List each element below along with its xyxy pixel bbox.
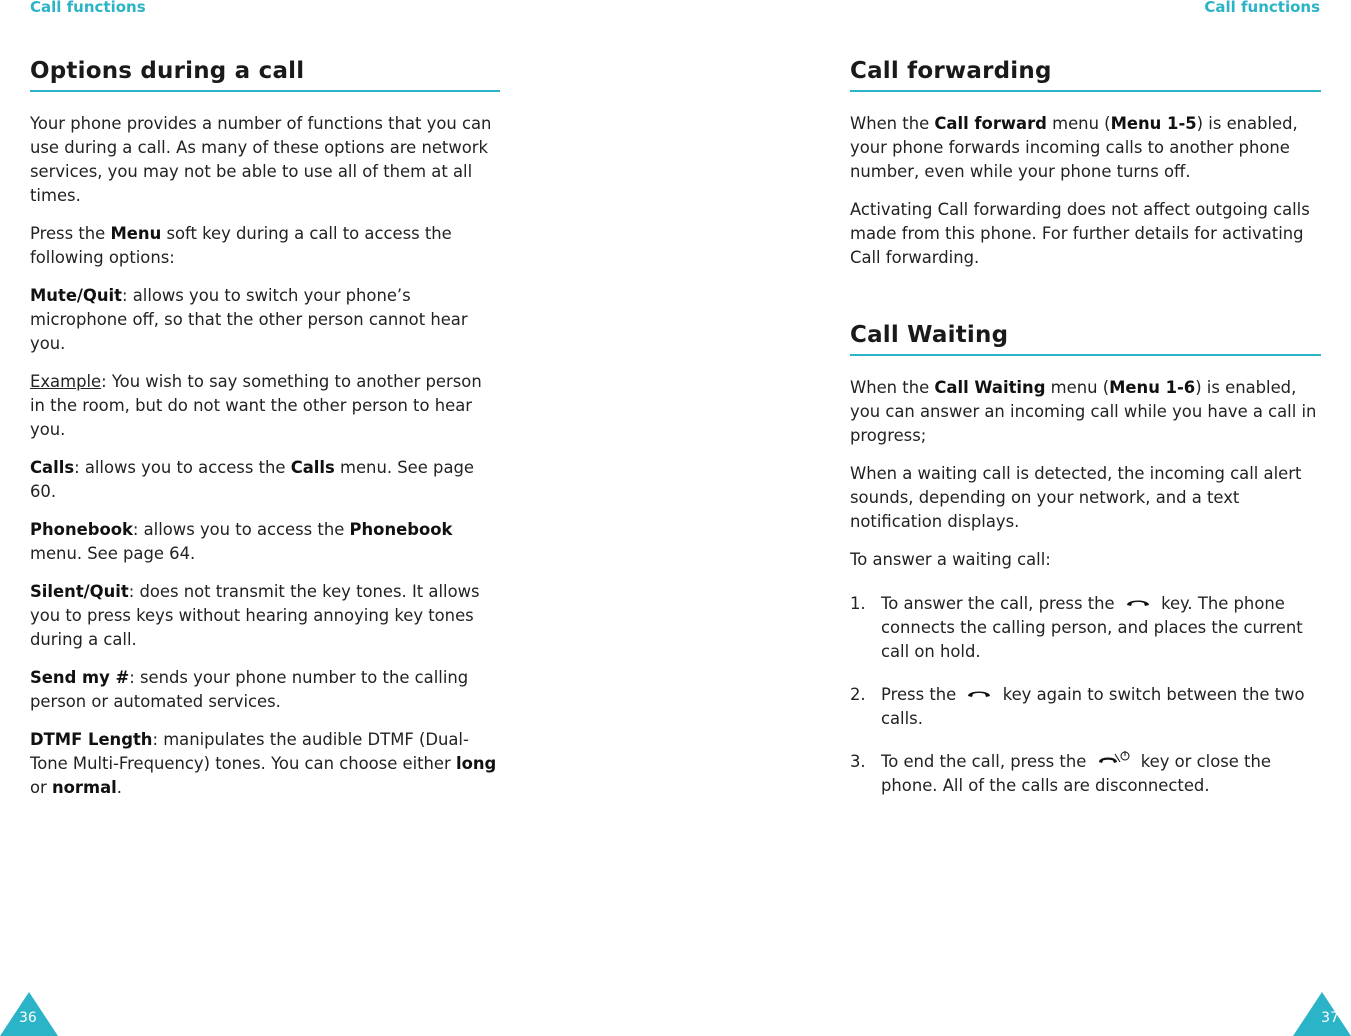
- menu-number: Menu 1-6: [1109, 378, 1196, 397]
- option-desc: menu. See page 60.: [30, 458, 474, 501]
- option-desc: : allows you to access the: [74, 458, 291, 477]
- text-span: When the: [850, 114, 935, 133]
- step-text: To answer the call, press the: [881, 594, 1115, 613]
- value-long: long: [455, 754, 497, 773]
- option-term: Send my #: [30, 668, 130, 687]
- example-text: : You wish to say something to another person in the room, but do not want the other person to hear you.: [30, 372, 482, 439]
- option-desc: : manipulates the audible DTMF (Dual-Tone Multi-Frequency) tones. You can choose either: [30, 730, 469, 773]
- list-item: [850, 750, 1321, 798]
- waiting-paragraph-3: To answer a waiting call:: [850, 550, 1051, 569]
- option-term: Mute/Quit: [30, 286, 122, 305]
- phone-send-icon: [966, 682, 992, 706]
- section-title-call-forwarding: Call forwarding: [850, 58, 1321, 92]
- right-page-content: [850, 58, 1321, 817]
- text-span: menu (: [1046, 114, 1111, 133]
- menu-number: Menu 1-5: [1110, 114, 1197, 133]
- option-mute-quit: [30, 284, 500, 356]
- running-head-left: Call functions: [30, 0, 146, 16]
- option-desc: : allows you to switch your phone’s microphone off, so that the other person cannot hear you.: [30, 286, 468, 353]
- text-span: When the: [850, 378, 935, 397]
- option-silent-quit: [30, 580, 500, 652]
- option-send-my-number: [30, 666, 500, 714]
- option-desc: : sends your phone number to the calling person or automated services.: [30, 668, 469, 711]
- list-item: [850, 683, 1321, 731]
- steps-list: [850, 592, 1321, 798]
- menu-ref: Phonebook: [349, 520, 453, 539]
- option-dtmf-length: [30, 728, 500, 800]
- page-number-left: 36: [19, 1010, 37, 1026]
- example-paragraph: [30, 370, 500, 442]
- section-title-options: Options during a call: [30, 58, 500, 92]
- step-text: Press the: [881, 685, 957, 704]
- option-term: DTMF Length: [30, 730, 153, 749]
- step-text: key or close the phone. All of the calls are disconnected.: [881, 752, 1271, 795]
- text-span: soft key during a call to access the following options:: [30, 224, 452, 267]
- page-number-right: 37: [1321, 1010, 1339, 1026]
- step-text: To end the call, press the: [881, 752, 1087, 771]
- text-span: .: [116, 778, 122, 797]
- intro-paragraph: Your phone provides a number of functions that you can use during a call. As many of these options are network services, you may not be able to use all of them at all times.: [30, 114, 492, 205]
- text-span: ) is enabled, you can answer an incoming call while you have a call in progress;: [850, 378, 1317, 445]
- section-spacer: [850, 284, 1321, 322]
- text-span: or: [30, 778, 52, 797]
- menu-key-term: Menu: [110, 224, 162, 243]
- forward-paragraph-2: Activating Call forwarding does not affect outgoing calls made from this phone. For further details for activating Call forwarding.: [850, 200, 1310, 267]
- option-desc: menu. See page 64.: [30, 544, 196, 563]
- section-title-call-waiting: Call Waiting: [850, 322, 1321, 356]
- press-menu-paragraph: [30, 222, 500, 270]
- menu-ref: Call forward: [934, 114, 1047, 133]
- step-number: 3.: [850, 752, 866, 771]
- option-desc: : allows you to access the: [132, 520, 350, 539]
- option-term: Silent/Quit: [30, 582, 129, 601]
- phone-end-power-icon: [1097, 749, 1131, 773]
- example-label: Example: [30, 372, 102, 391]
- option-desc: : does not transmit the key tones. It allows you to press keys without hearing annoying key tones during a call.: [30, 582, 480, 649]
- text-span: menu (: [1045, 378, 1110, 397]
- list-item: [850, 592, 1321, 664]
- menu-ref: Calls: [290, 458, 335, 477]
- step-number: 2.: [850, 685, 866, 704]
- forward-paragraph-1: [850, 112, 1321, 184]
- value-normal: normal: [51, 778, 117, 797]
- menu-ref: Call Waiting: [934, 378, 1046, 397]
- phone-send-icon: [1125, 591, 1151, 615]
- text-span: Press the: [30, 224, 111, 243]
- running-head-right: Call functions: [1204, 0, 1320, 16]
- waiting-paragraph-1: [850, 376, 1321, 448]
- option-term: Phonebook: [30, 520, 133, 539]
- option-term: Calls: [30, 458, 75, 477]
- left-page-content: [30, 58, 500, 814]
- text-span: ) is enabled, your phone forwards incoming calls to another phone number, even while your phone turns off.: [850, 114, 1298, 181]
- waiting-paragraph-2: When a waiting call is detected, the incoming call alert sounds, depending on your network, and a text notification displays.: [850, 464, 1302, 531]
- option-calls: [30, 456, 500, 504]
- option-phonebook: [30, 518, 500, 566]
- step-text: key. The phone connects the calling person, and places the current call on hold.: [881, 594, 1303, 661]
- step-number: 1.: [850, 594, 866, 613]
- step-text: key again to switch between the two calls.: [881, 685, 1305, 728]
